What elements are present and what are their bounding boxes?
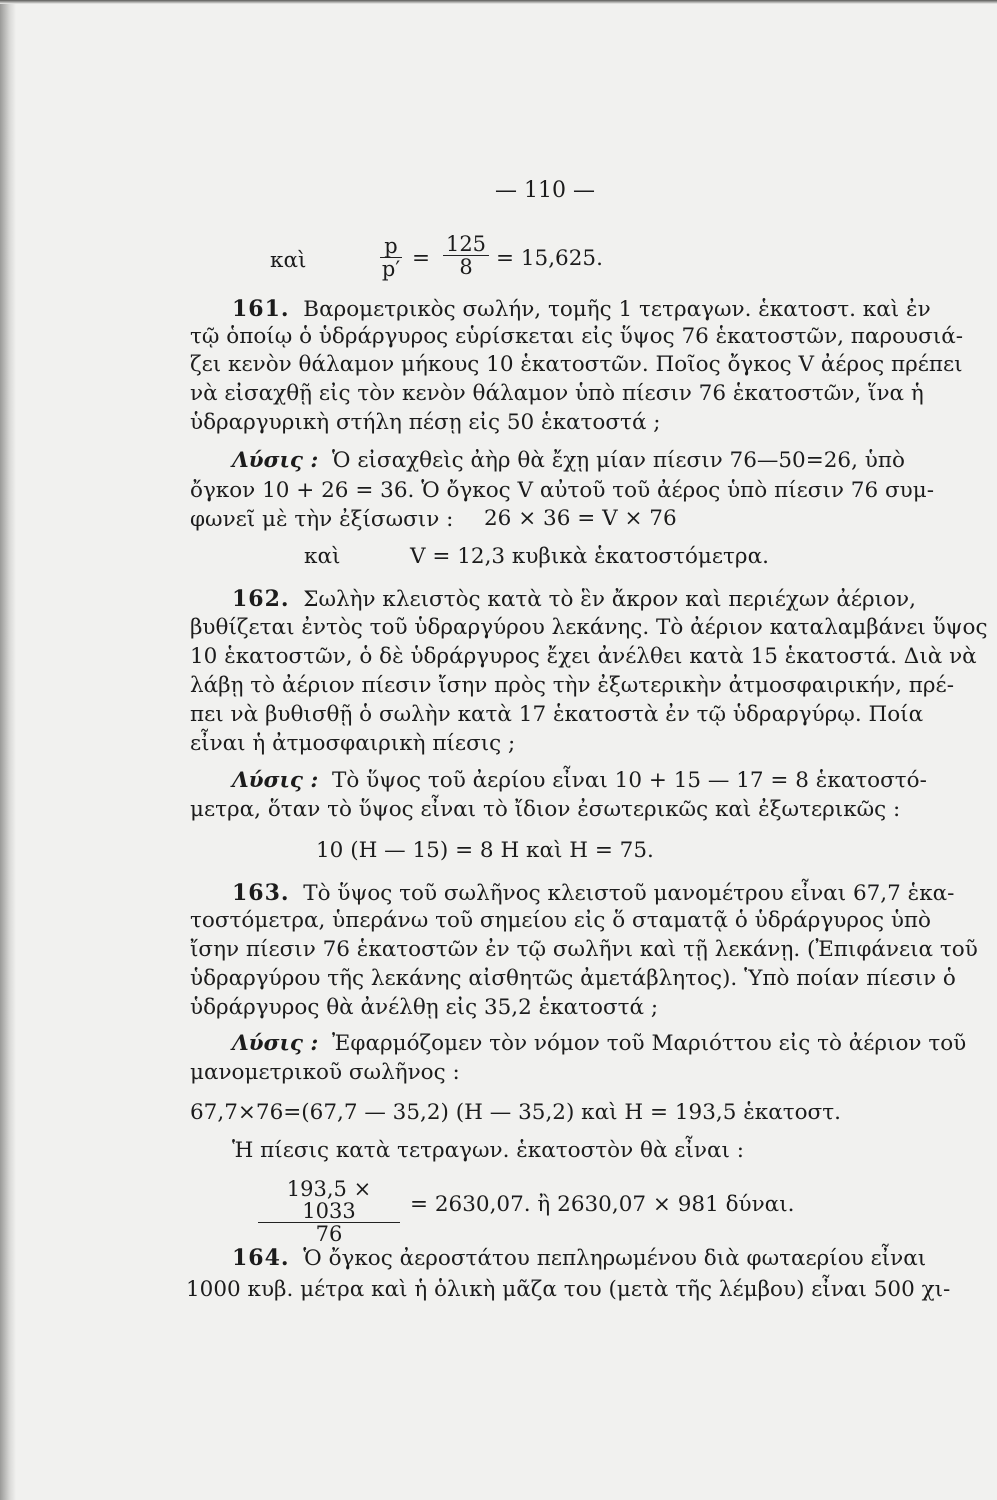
solution-161-first-line — [232, 448, 905, 474]
solution-162-label: Λύσις : — [232, 768, 319, 793]
problem-162-line: εἶναι ἡ ἀτμοσφαιρικὴ πίεσις ; — [190, 731, 516, 756]
eq-top-rhs: = 15,625. — [496, 246, 603, 271]
solution-161-label: Λύσις : — [232, 448, 319, 473]
solution-161-line: ὄγκον 10 + 26 = 36. Ὁ ὄγκος V αὐτοῦ τοῦ ἀέρος ὑπὸ πίεσιν 76 συμ- — [190, 478, 934, 503]
problem-161-line: ὑδραργυρικὴ στήλη πέσῃ εἰς 50 ἑκατοστά ; — [190, 410, 661, 435]
problem-163-number: 163. — [232, 880, 290, 906]
page-top-shadow — [0, 0, 997, 4]
solution-162-line: Τὸ ὕψος τοῦ ἀερίου εἶναι 10 + 15 — 17 = 8 ἑκατοστό- — [332, 768, 927, 793]
problem-161-line: τῷ ὁποίῳ ὁ ὑδράργυρος εὑρίσκεται εἰς ὕψος 76 ἑκατοστῶν, παρουσιά- — [190, 324, 964, 349]
problem-164-first-line — [232, 1245, 926, 1272]
problem-161-line: νὰ εἰσαχθῇ εἰς τὸν κενὸν θάλαμον ὑπὸ πίεσιν 76 ἑκατοστῶν, ἵνα ἡ — [190, 381, 924, 406]
eq-top-equals: = — [412, 246, 431, 271]
eq-top-frac1-num: p — [384, 234, 398, 258]
problem-162-line: πει νὰ βυθισθῇ ὁ σωλὴν κατὰ 17 ἑκατοστὰ ἐν τῷ ὑδραργύρῳ. Ποία — [190, 702, 924, 727]
solution-161-line: φωνεῖ μὲ τὴν ἐξίσωσιν : — [190, 507, 454, 532]
solution-163-equation: 67,7×76=(67,7 — 35,2) (H — 35,2) καὶ H = 193,5 ἑκατοστ. — [190, 1100, 841, 1125]
problem-164-line: Ὁ ὄγκος ἀεροστάτου πεπληρωμένου διὰ φωταερίου εἶναι — [303, 1246, 927, 1271]
problem-164-line: 1000 κυβ. μέτρα καὶ ἡ ὁλικὴ μᾶζα του (μετὰ τῆς λέμβου) εἶναι 500 χι- — [186, 1277, 951, 1302]
page-edge-shadow — [0, 0, 16, 1500]
eq-top-frac2 — [443, 233, 489, 278]
eq-top-frac1-den: p′ — [381, 257, 401, 281]
solution-163-fraction — [258, 1178, 400, 1245]
solution-163-frac-den: 76 — [258, 1222, 400, 1245]
problem-163-line: ἴσην πίεσιν 76 ἑκατοστῶν ἐν τῷ σωλῆνι καὶ τῇ λεκάνῃ. (Ἐπιφάνεια τοῦ — [190, 937, 978, 962]
problem-162-line: 10 ἑκατοστῶν, ὁ δὲ ὑδράργυρος ἔχει ἀνέλθει κατὰ 15 ἑκατοστά. Διὰ νὰ — [190, 644, 977, 669]
problem-163-line: ὑδραργύρου τῆς λεκάνης αἰσθητῶς ἀμετάβλητος). Ὑπὸ ποίαν πίεσιν ὁ — [190, 966, 956, 991]
eq-top-frac1 — [380, 235, 402, 280]
eq-top-frac2-den: 8 — [443, 255, 489, 278]
problem-163-first-line — [232, 880, 954, 907]
solution-163-frac-num: 193,5 × 1033 — [286, 1177, 372, 1223]
problem-163-line: Τὸ ὕψος τοῦ σωλῆνος κλειστοῦ μανομέτρου εἶναι 67,7 ἑκα- — [303, 881, 955, 906]
solution-162-equation: 10 (H — 15) = 8 H καὶ H = 75. — [316, 838, 654, 863]
solution-162-first-line — [232, 768, 927, 794]
solution-163-label: Λύσις : — [232, 1031, 319, 1056]
solution-163-first-line — [232, 1031, 966, 1057]
solution-163-frac-rhs: = 2630,07. ἢ 2630,07 × 981 δύναι. — [410, 1192, 795, 1217]
problem-161-number: 161. — [232, 296, 290, 322]
problem-161-line: Βαρομετρικὸς σωλήν, τομῆς 1 τετραγων. ἑκατοστ. καὶ ἐν — [303, 297, 931, 322]
problem-162-first-line — [232, 586, 916, 613]
page-number: — 110 — — [495, 178, 595, 203]
problem-162-line: Σωλὴν κλειστὸς κατὰ τὸ ἓν ἄκρον καὶ περιέχων ἀέριον, — [303, 587, 916, 612]
problem-161-first-line — [232, 296, 931, 323]
eq-top-kai: καὶ — [270, 248, 307, 273]
solution-162-line: μετρα, ὅταν τὸ ὕψος εἶναι τὸ ἴδιον ἐσωτερικῶς καὶ ἐξωτερικῶς : — [190, 797, 901, 822]
problem-162-number: 162. — [232, 586, 290, 612]
problem-162-line: βυθίζεται ἐντὸς τοῦ ὑδραργύρου λεκάνης. Τὸ ἀέριον καταλαμβάνει ὕψος — [190, 615, 988, 640]
eq-top-frac2-num: 125 — [445, 232, 487, 256]
problem-163-line: ὑδράργυρος θὰ ἀνέλθῃ εἰς 35,2 ἑκατοστά ; — [190, 995, 659, 1020]
solution-161-line: Ὁ εἰσαχθεὶς ἀὴρ θὰ ἔχῃ μίαν πίεσιν 76—50=26, ὑπὸ — [332, 448, 905, 473]
problem-161-line: ζει κενὸν θάλαμον μήκους 10 ἑκατοστῶν. Ποῖος ὄγκος V ἀέρος πρέπει — [190, 352, 963, 377]
problem-164-number: 164. — [232, 1245, 290, 1271]
solution-161-result-kai: καὶ — [304, 544, 341, 569]
solution-161-equation: 26 × 36 = V × 76 — [484, 506, 677, 531]
problem-163-line: τοστόμετρα, ὑπεράνω τοῦ σημείου εἰς ὅ σταματᾷ ὁ ὑδράργυρος ὑπὸ — [190, 908, 931, 933]
solution-163-line: Ἐφαρμόζομεν τὸν νόμον τοῦ Μαριόττου εἰς τὸ ἀέριον τοῦ — [332, 1031, 967, 1056]
solution-163-line: μανομετρικοῦ σωλῆνος : — [190, 1060, 460, 1085]
solution-161-result: V = 12,3 κυβικὰ ἑκατοστόμετρα. — [410, 544, 769, 569]
problem-162-line: λάβῃ τὸ ἀέριον πίεσιν ἴσην πρὸς τὴν ἐξωτερικὴν ἀτμοσφαιρικήν, πρέ- — [190, 673, 954, 698]
solution-163-pressure-line: Ἡ πίεσις κατὰ τετραγων. ἑκατοστὸν θὰ εἶναι : — [232, 1138, 744, 1163]
